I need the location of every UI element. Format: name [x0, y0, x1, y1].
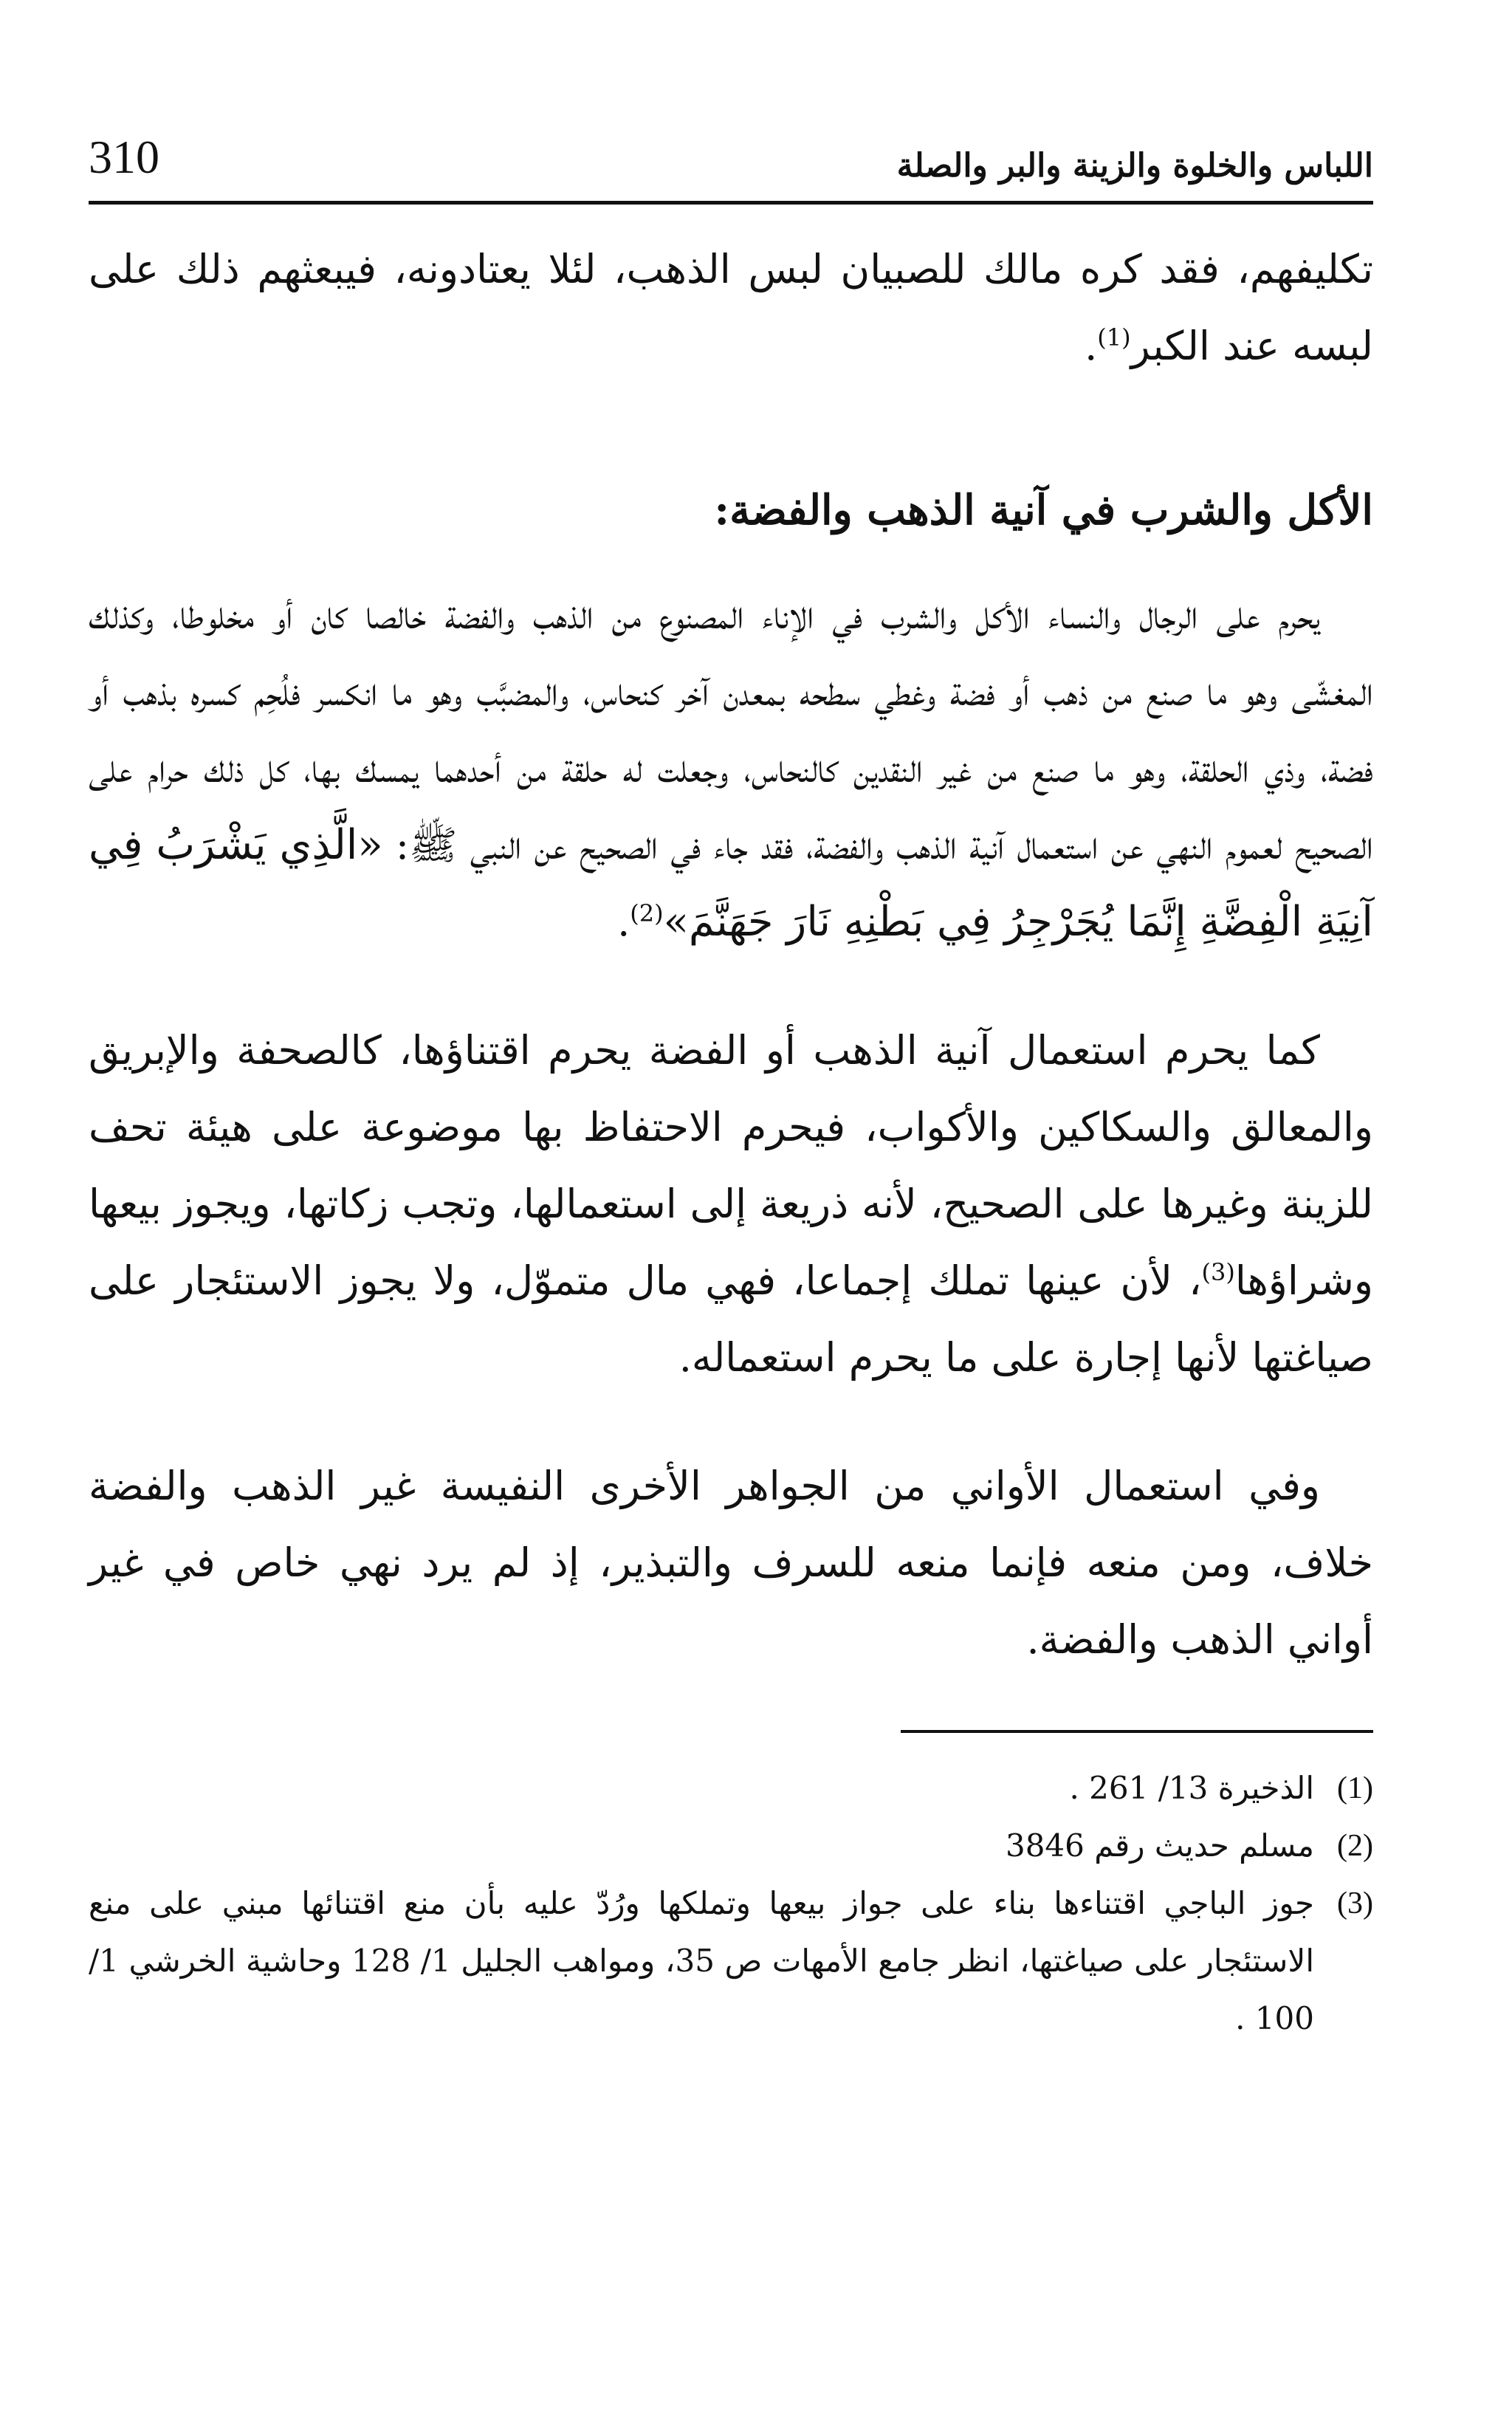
- section-heading: الأكل والشرب في آنية الذهب والفضة:: [714, 486, 1373, 535]
- footnote-item: [89, 1760, 1373, 1817]
- paragraph-2: [89, 1012, 1373, 1396]
- footnote-number: (3): [1337, 1887, 1373, 1920]
- footnote-item: [89, 1875, 1373, 2047]
- page-header: [89, 103, 1373, 185]
- page-number: 310: [89, 131, 159, 183]
- paragraph-2-text-a: كما يحرم استعمال آنية الذهب أو الفضة يحرم اقتناؤها، كالصحفة والإبريق والمعالق والسكاكين والأكواب، فيحرم الاحتفاظ بها موضوعة على هيئة تحف للزينة وغيرها على الصحيح، لأنه ذريعة إلى استعمالها، وتجب زكاتها، ويجوز بيعها وشراؤها: [89, 1027, 1373, 1304]
- intro-paragraph: [89, 231, 1373, 385]
- header-rule: [89, 201, 1373, 205]
- footnote-text: جوز الباجي اقتناءها بناء على جواز بيعها وتملكها ورُدّ عليه بأن منع اقتنائها مبني على منع الاستئجار على صياغتها، انظر جامع الأمهات ص 35، ومواهب الجليل 1/ 128 وحاشية الخرشي 1/ 100 .: [89, 1885, 1314, 2036]
- footnote-item: [89, 1817, 1373, 1875]
- paragraph-1: [89, 577, 1373, 961]
- intro-end: .: [1085, 323, 1098, 369]
- footnote-rule: [901, 1730, 1373, 1733]
- footnote-text: الذخيرة 13/ 261 .: [1069, 1770, 1314, 1806]
- book-page: [89, 103, 1373, 2047]
- intro-text: تكليفهم، فقد كره مالك للصبيان لبس الذهب، لئلا يعتادونه، فيبعثهم ذلك على لبسه عند الكبر: [89, 246, 1373, 369]
- running-title: اللباس والخلوة والزينة والبر والصلة: [896, 147, 1373, 185]
- footnote-number: (1): [1337, 1771, 1373, 1805]
- paragraph-1-end: .: [617, 899, 630, 945]
- footnote-ref-3: (3): [1201, 1258, 1235, 1286]
- footnote-number: (2): [1337, 1829, 1373, 1863]
- hadith-quote: «الَّذِي يَشْرَبُ فِي آنِيَةِ الْفِضَّةِ إِنَّمَا يُجَرْجِرُ فِي بَطْنِهِ نَارَ جَهَنَّمَ»: [89, 821, 1373, 946]
- footnotes: [89, 1760, 1373, 2047]
- footnote-ref-1: (1): [1097, 323, 1131, 351]
- paragraph-2-text-b: ، لأن عينها تملك إجماعا، فهي مال متموّل، ولا يجوز الاستئجار على صياغتها لأنها إجارة على ما يحرم استعماله.: [89, 1257, 1373, 1381]
- footnote-text: مسلم حديث رقم 3846: [1005, 1827, 1314, 1864]
- footnote-ref-2: (2): [630, 899, 664, 927]
- paragraph-1-text: يحرم على الرجال والنساء الأكل والشرب في الإناء المصنوع من الذهب والفضة خالصا كان أو مخلوطا، وكذلك المغشّى وهو ما صنع من ذهب أو فضة وغطي سطحه بمعدن آخر كنحاس، والمضبَّب وهو ما انكسر فلُحِم كسره بذهب أو فضة، وذي الحلقة، وهو ما صنع من غير النقدين كالنحاس، وجعلت له حلقة من أحدهما يمسك بها، كل ذلك حرام على الصحيح لعموم النهي عن استعمال آنية الذهب والفضة، فقد جاء في الصحيح عن النبي ﷺ:: [89, 591, 1373, 868]
- paragraph-3: وفي استعمال الأواني من الجواهر الأخرى النفيسة غير الذهب والفضة خلاف، ومن منعه فإنما منعه للسرف والتبذير، إذ لم يرد نهي خاص في غير أواني الذهب والفضة.: [89, 1463, 1373, 1663]
